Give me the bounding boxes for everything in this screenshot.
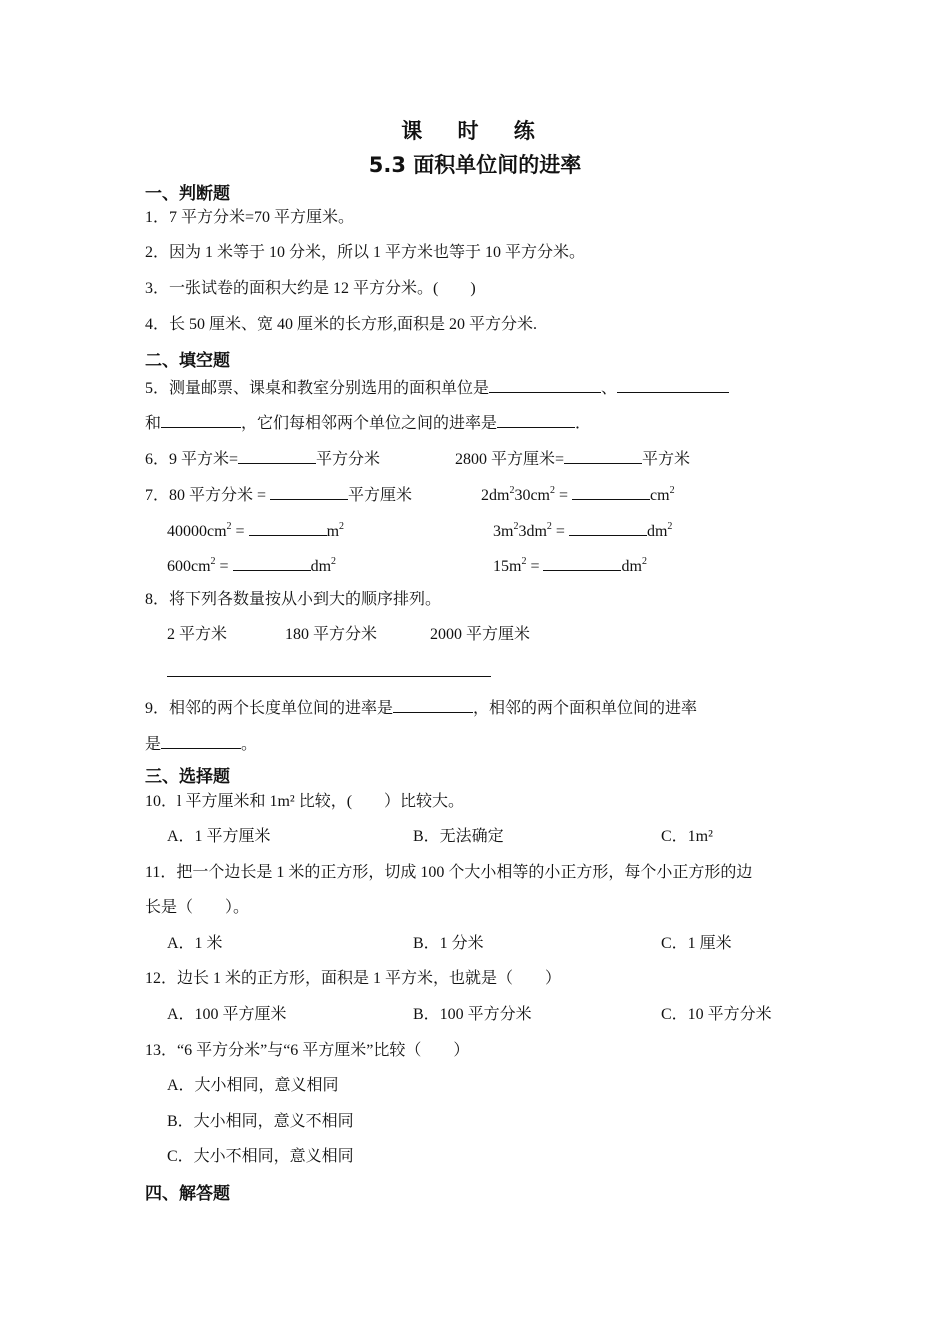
question-11-line1: 11．把一个边长是 1 米的正方形，切成 100 个大小相等的小正方形，每个小正方形的边 [145, 864, 753, 881]
answer-blank[interactable] [233, 554, 311, 571]
question-1: 1．7 平方分米=70 平方厘米。 [145, 209, 355, 226]
answer-blank[interactable] [249, 519, 327, 536]
q7-text-a: 7．80 平方分米 = [145, 487, 267, 504]
q7-f: m [326, 523, 340, 540]
superscript: 2 [641, 555, 647, 567]
answer-line[interactable] [167, 676, 491, 677]
q13-option-a[interactable]: A．大小相同，意义相同 [167, 1077, 339, 1094]
q7-k2: = [526, 558, 540, 575]
question-10: 10．l 平方厘米和 1m² 比较，( ）比较大。 [145, 793, 465, 810]
superscript: 2 [210, 555, 216, 567]
q7-h: dm [646, 523, 668, 540]
page-subtitle: 5.3 面积单位间的进率 [368, 153, 582, 177]
q7-g2: 3dm [518, 523, 547, 540]
q10-option-b[interactable]: B．无法确定 [413, 828, 504, 845]
q7-j: dm [310, 558, 332, 575]
section-heading-judgement: 一、判断题 [145, 184, 230, 204]
question-7-row1-right [481, 483, 675, 506]
question-5-line2 [145, 411, 591, 434]
question-9-line2 [145, 732, 257, 755]
q6-text-c: 2800 平方厘米= [455, 451, 565, 468]
q12-option-c[interactable]: C．10 平方分米 [661, 1006, 772, 1023]
q5-text-b: 和 [145, 415, 162, 432]
q6-text-a: 6．9 平方米= [145, 451, 239, 468]
q7-c2: 30cm [514, 487, 550, 504]
q9-text-c: 是 [145, 736, 162, 753]
q12-option-b[interactable]: B．100 平方分米 [413, 1006, 532, 1023]
superscript: 2 [550, 484, 555, 496]
q7-g1: 3m [493, 523, 514, 540]
superscript: 2 [513, 520, 519, 532]
q13-option-b[interactable]: B．大小相同，意义不相同 [167, 1113, 354, 1130]
question-6-left [145, 447, 380, 470]
section-heading-answer: 四、解答题 [145, 1184, 230, 1204]
q13-option-c[interactable]: C．大小不相同，意义相同 [167, 1148, 354, 1165]
answer-blank[interactable] [497, 411, 575, 428]
q7-i: 600cm [167, 558, 211, 575]
answer-blank[interactable] [543, 554, 621, 571]
q7-c3: = [555, 487, 569, 504]
q12-option-a[interactable]: A．100 平方厘米 [167, 1006, 287, 1023]
question-7-row1-left [145, 483, 412, 506]
answer-blank[interactable] [569, 519, 647, 536]
q5-separator: 、 [601, 380, 618, 397]
q10-option-c[interactable]: C．1m² [661, 828, 713, 845]
q8-item-3: 2000 平方厘米 [430, 626, 531, 643]
superscript: 2 [521, 555, 527, 567]
q5-text-c: ，它们每相邻两个单位之间的进率是 [241, 415, 498, 432]
q7-g3: = [551, 523, 565, 540]
answer-blank[interactable] [161, 732, 241, 749]
superscript: 2 [667, 520, 673, 532]
question-3: 3．一张试卷的面积大约是 12 平方分米。( ) [145, 280, 476, 297]
superscript: 2 [546, 520, 552, 532]
q9-text-b: ，相邻的两个面积单位间的进率 [473, 700, 698, 717]
q5-text-a: 5．测量邮票、课桌和教室分别选用的面积单位是 [145, 380, 490, 397]
q6-text-d: 平方米 [642, 451, 691, 468]
answer-blank[interactable] [270, 483, 348, 500]
question-7-row2-left [167, 519, 344, 542]
q7-d: cm [650, 487, 670, 504]
q7-e2: = [231, 523, 245, 540]
question-2: 2．因为 1 米等于 10 分米，所以 1 平方米也等于 10 平方分米。 [145, 244, 586, 261]
question-11-line2: 长是（ ）。 [145, 899, 250, 916]
answer-blank[interactable] [238, 447, 316, 464]
q11-option-c[interactable]: C．1 厘米 [661, 935, 732, 952]
section-heading-choice: 三、选择题 [145, 767, 230, 787]
superscript: 2 [669, 484, 675, 496]
q8-item-2: 180 平方分米 [285, 626, 378, 643]
answer-blank[interactable] [564, 447, 642, 464]
question-7-row3-left [167, 554, 336, 577]
q7-l: dm [621, 558, 642, 575]
question-4: 4．长 50 厘米、宽 40 厘米的长方形,面积是 20 平方分米. [145, 316, 538, 333]
q7-i2: = [215, 558, 229, 575]
question-9-line1 [145, 696, 697, 719]
question-8: 8．将下列各数量按从小到大的顺序排列。 [145, 591, 442, 608]
section-heading-fill: 二、填空题 [145, 351, 230, 371]
q9-text-d: 。 [241, 736, 258, 753]
q6-text-b: 平方分米 [316, 451, 381, 468]
q7-c1: 2dm [481, 487, 510, 504]
question-6-right [455, 447, 690, 470]
superscript: 2 [331, 555, 337, 567]
question-13: 13．“6 平方分米”与“6 平方厘米”比较（ ） [145, 1042, 470, 1059]
q10-option-a[interactable]: A．1 平方厘米 [167, 828, 271, 845]
superscript: 2 [226, 520, 232, 532]
answer-blank[interactable] [489, 376, 601, 393]
q9-text-a: 9．相邻的两个长度单位间的进率是 [145, 700, 394, 717]
q7-k: 15m [493, 558, 522, 575]
q11-option-b[interactable]: B．1 分米 [413, 935, 484, 952]
question-5-line1 [145, 376, 729, 399]
q11-option-a[interactable]: A．1 米 [167, 935, 223, 952]
answer-blank[interactable] [617, 376, 729, 393]
superscript: 2 [509, 484, 515, 496]
question-7-row2-right [493, 519, 672, 542]
answer-blank[interactable] [393, 696, 473, 713]
question-12: 12．边长 1 米的正方形，面积是 1 平方米，也就是（ ） [145, 970, 562, 987]
q8-item-1: 2 平方米 [167, 626, 228, 643]
question-7-row3-right [493, 554, 647, 577]
page-title: 课 时 练 [401, 119, 549, 143]
superscript: 2 [339, 520, 345, 532]
answer-blank[interactable] [161, 411, 241, 428]
q7-e: 40000cm [167, 523, 227, 540]
answer-blank[interactable] [572, 483, 650, 500]
q5-text-d: ． [575, 415, 592, 432]
q7-text-b: 平方厘米 [348, 487, 413, 504]
